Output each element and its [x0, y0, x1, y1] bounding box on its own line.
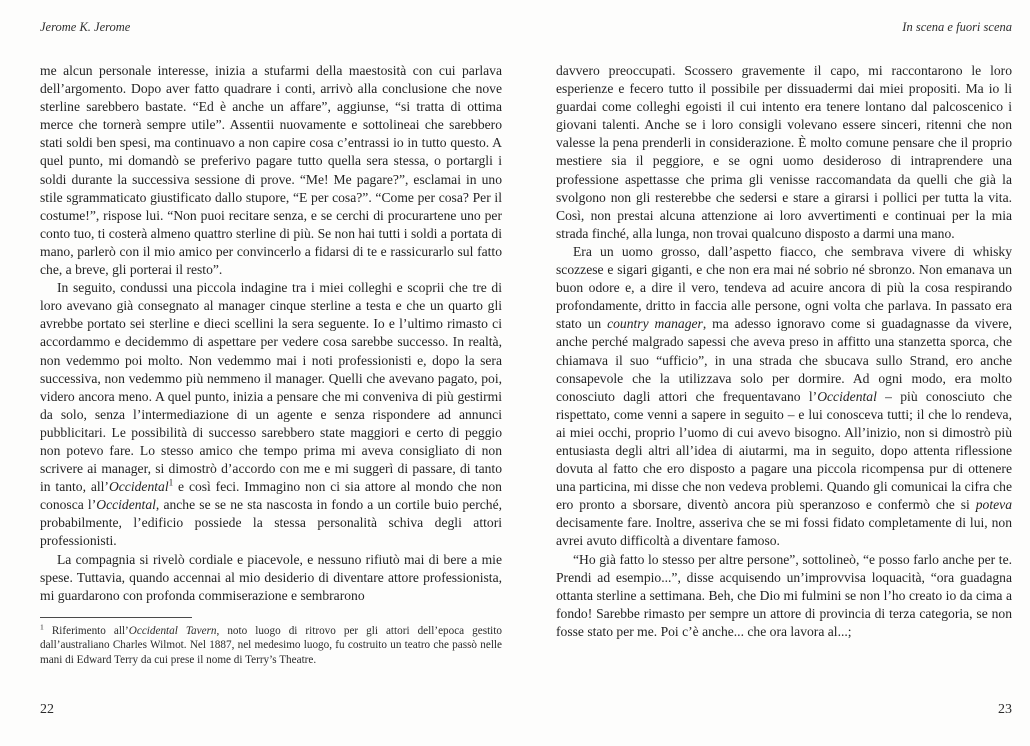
right-page-paragraphs [556, 62, 1012, 641]
footnote-block [40, 617, 502, 668]
paragraph: “Ho già fatto lo stesso per altre persone”, sottolineò, “e posso farlo anche per te. Prendi ad esempio...”, disse acquisendo un’improvvisa loquacità, “ora guadagna ottanta sterline a settimana. Beh, che Dio mi fulmini se non l’ho creato io da cima a fondo! Sarebbe rimasto per sempre un attore di provincia di terza categoria, se non fosse stato per me. Poi c’è anche... che ora lavora al...; [556, 551, 1012, 639]
footnote-marker: 1 [40, 622, 44, 632]
right-page [556, 0, 1012, 746]
page-number-left: 22 [40, 702, 54, 717]
left-page-paragraphs [40, 62, 502, 605]
footnote-rule [40, 617, 192, 618]
right-page-body [556, 62, 1012, 641]
paragraph: davvero preoccupati. Scossero gravemente il capo, mi raccontarono le loro esperienze e fecero tutto il possibile per dissuadermi dai miei propositi. Ma io li guardai come colleghi egoisti il cui intento era tenere lontano dal palcoscenico i giovani talenti. Anche se i loro consigli volevano essere sinceri, ritenni che non valesse la pena prenderli in considerazione. È molto comune pensare che il proprio mestiere sia il peggiore, e se ogni uomo desideroso di intraprendere una professione aspettasse che prima gli venisse raccomandata da quelli che già la svolgono non gli resterebbe che sedersi e stare a girarsi i pollici per tutta la vita. Così, non prestai alcuna attenzione ai loro avvertimenti e continuai per la mia strada finché, alla lunga, non trovai qualcuno disposto a darmi una mano. [556, 63, 1012, 241]
paragraph: Era un uomo grosso, dall’aspetto fiacco, che sembrava vivere di whisky scozzese e sigari giganti, e che non era mai né sobrio né sbronzo. Non emanava un buon odore e, a dire il vero, tendeva ad acuire ancora di più la cosa respirando profondamente, dritto in faccia alle persone, ogni volta che parlava. In passato era stato un country manager, ma adesso ignoravo come si guadagnasse da vivere, anche perché malgrado sapessi che aveva preso in affitto una stanzetta sporca, che chiamava il suo “ufficio”, in una strada che sbucava sullo Strand, ero anche consapevole che la utilizzava solo per dormire. Ad ogni modo, era molto conosciuto dagli attori che frequentavano l’Occidental – più conosciuto che rispettato, come venni a sapere in seguito – e lui conosceva tutti; il che lo rendeva, ai miei occhi, proprio l’uomo di cui avevo bisogno. All’inizio, non si dimostrò più entusiasta degli altri all’idea di aiutarmi, ma in seguito, dopo attenta riflessione dovuta al fatto che ero disposto a pagare una piccola ricompensa pur di ottenere una particina, mi disse che non vedeva problemi. Quando gli comunicai la cifra che ero pronto a sborsare, diventò ancora più speranzoso e confermò che si poteva decisamente fare. Inoltre, asseriva che se mi fossi fidato completamente di lui, non avrei avuto difficoltà a diventare famoso. [556, 243, 1012, 549]
running-header-author: Jerome K. Jerome [40, 20, 131, 34]
footnote-text: Riferimento all’Occidental Tavern, noto luogo di ritrovo per gli attori dell’epoca gestito dall’australiano Charles Wilmot. Nel 1887, nel medesimo luogo, fu costruito un teatro che passò nelle mani di Edward Terry da cui prese il nome di Terry’s Theatre. [40, 624, 502, 666]
running-header-title: In scena e fuori scena [902, 20, 1012, 34]
paragraph: La compagnia si rivelò cordiale e piacevole, e nessuno rifiutò mai di bere a mie spese. Tuttavia, quando accennai al mio desiderio di diventare attore professionista, mi guardarono con profonda commiserazione e sembrarono [40, 551, 502, 603]
page-number-right: 23 [998, 702, 1012, 717]
paragraph: In seguito, condussi una piccola indagine tra i miei colleghi e scoprii che tre di loro avevano già consegnato al manager cinque sterline a testa e che un quarto gli avrebbe portato sei sterline e dieci scellini la sera seguente. Io e l’ultimo rimasto ci accordammo e decidemmo di aspettare per vedere cosa sarebbe successo. In realtà, non vedemmo poi molto. Non vedemmo mai i noti professionisti e, dopo la sera successiva, non vedemmo più nemmeno il manager. Quelli che avevano pagato, poi, videro ancora meno. A quel punto, inizia a pensare che mi conveniva di più gestirmi da solo, senza l’intermediazione di un agente e senza rispondere ad annunci pubblicitari. Le possibilità di successo sarebbero state maggiori e certo di peggio non potevo fare. Lo stesso amico che tempo prima mi aveva consigliato di non scrivere ai manager, si dimostrò d’accordo con me e mi suggerì di passare, di tanto in tanto, all’Occidental$^1$ e così feci. Immagino non ci sia attore al mondo che non conosca l’Occidental, anche se se ne sta nascosta in fondo a un cortile buio perché, probabilmente, l’edificio possiede la stessa personalità schiva degli attori professionisti. [40, 280, 503, 549]
left-page [40, 0, 502, 746]
paragraph: me alcun personale interesse, inizia a stufarmi della maestosità con cui parlava dell’argomento. Dopo aver fatto quadrare i conti, arrivò alla conclusione che nove sterline sarebbero bastate. “Ed è anche un affare”, aggiunse, “si tratta di ottima merce che tornerà sempre utile”. Assentii nuovamente e sottolineai che sarebbero stati soldi ben spesi, ma continuavo a non capire cosa c’entrassi io in tutto questo. A quel punto, mi domandò se preferivo pagare tutto quella sera stessa, o portargli i soldi durante la successiva sessione di prove. “Me! Me pagare?”, esclamai in uno stile sgrammaticato giustificato dallo stupore, “E per cosa?”. “Come per cosa? Per il costume!”, rispose lui. “Non puoi recitare senza, e se cerchi di procurartene uno per conto tuo, ti costerà almeno quattro sterline di più. Se non hai tutti i soldi a portata di mano, parlerò con il mio amico per convincerlo a fidarsi di te e rassicurarlo sul fatto che, a breve, gli porterai il resto”. [40, 63, 502, 278]
footnote [40, 624, 502, 668]
left-page-body [40, 62, 502, 668]
